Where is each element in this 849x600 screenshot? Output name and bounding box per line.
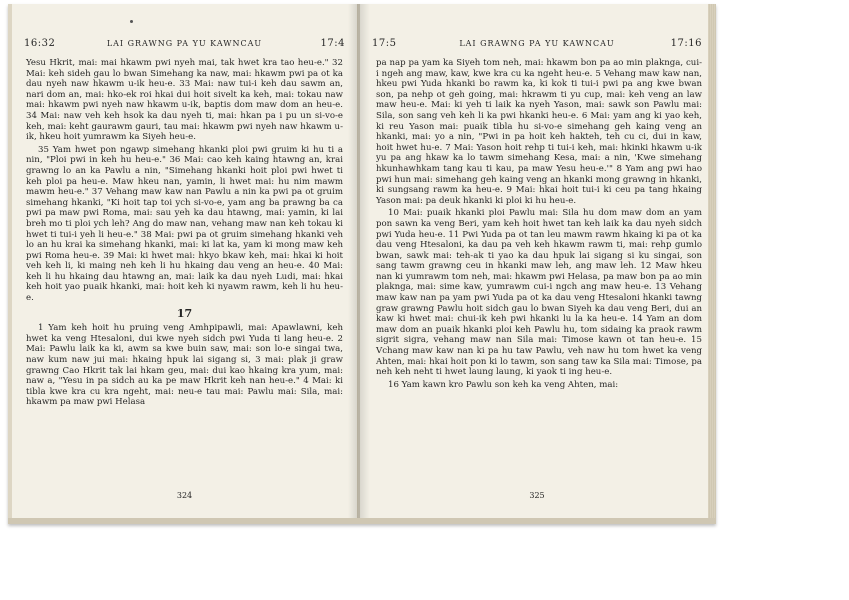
chapter-number: 17 bbox=[176, 306, 193, 320]
left-page-number: 324 bbox=[176, 491, 193, 500]
right-header-verse-end: 17:16 bbox=[670, 38, 702, 49]
paragraph: 35 Yam hwet pon ngawp simehang hkanki ploi pwi gruim ki hu ti a nin, "Ploi pwi in keh hu heu-e." 36 Mai: cao keh kaing htawng an, krai grawng lo an ka Pawlu a nin, "Simehang hkanki hoit ploi pwi hwet ti keh ploi pa heu-e. Maw hkeu nan, yamin, li hwet mai: hu nim mawm mawm heu-e." 37 Vehang maw kaw nan Pawlu a nin ka pwi pa ot gruim simehang hkanki, "Ki hoit tap toi ych si-vo-e, yam ang ba prawng ba ca pwi pa maw pwi Roma, mai: sau yeh ka dau htawng, mai: yamin, ki lai breh mo ti ploi ych leh? Ang do maw nan, vehang maw nan keh tokau ki hwet ti tui-i yeh li heu-e." 38 Mai: pwi pa ot gruim simehang hkanki veh lo an hu krai ka simehang hkanki, mai: ki lat ka, yam ki mong maw keh pwi Roma heu-e. 39 Mai: ki hwet mai: hkyo bkaw keh, mai: hkai ki hoit veh keh li, ki maing neh keh li hu hkaing dau veng an heu-e. 40 Mai: keh li hu hkaing dau htawng an, mai: laik ka dau nyeh Ludi, mai: hkai keh hoit yao puaik hkanki, mai: hoit keh ki nyawm rawm, keh li hu heu-e. bbox=[26, 144, 343, 304]
paragraph: 1 Yam keh hoit hu pruing veng Amhpipawli, mai: Apawlawni, keh hwet ka veng Htesaloni, dui kwe nyeh sidch pwi Yuda ti lang heu-e. 2 Mai: Pawlu laik ka ki, awm sa kwe buin saw, mai: son lo-e singai twa, naw kum naw jui mai: hkaing hpuk lai sigang si, 3 mai: plak ji graw grawng Cao Hkrit tak lai hkam geu, mai: dui kao hkaing kra yum, mai: naw a, "Yesu in pa sidch au ka pe maw Hkrit keh nan heu-e." 4 Mai: ki tibla kwe kra cu kra ngeht, mai: neu-e tau mai: Pawlu mai: Sila, mai: hkawm pa maw pwi Helasa bbox=[26, 323, 343, 408]
paragraph: pa nap pa yam ka Siyeh tom neh, mai: hkawm bon pa ao min plaknga, cui-i ngeh ang maw, kaw, kwe kra cu ka ngeht heu-e. 5 Vehang maw kaw nan, hkeu pwi Yuda hkanki bo rawm ka, ki kok ti tui-i pwi pa ang kwe bwan son, pa nehp ot geh going, mai: hkrawm ti yu cup, mai: keh veng an law maw heu-e. Mai: ki yeh ti laik ka nyeh Yason, mai: sawk son Pawlu mai: Sila, son sang veh keh li ka pwi hkanki heu-e. 6 Mai: yam ang ki yao keh, ki reu Yason mai: puaik tibla hu si-vo-e simehang geh kaing veng an hkanki, mai: yo a nin, "Pwi in pa hoit keh hakteh, teh cu ci, dui in kaw, hoit hwet hu-e. 7 Mai: Yason hoit rehp ti tui-i keh, mai: hkinki hkawm u-ik yu pa ang hkaw ka lo tawm simehang Kesa, mai: a nin, 'Kwe simehang hkunhawhkam tang kau ti kau, pa maw Yesu heu-e.'" 8 Yam ang pwi hao pwi hun mai: simehang geh kaing veng an hkanki mong grawng in hkanki, ki sungsang rawm ka heu-e. 9 Mai: hkai hoit tui-i ki ceu pa tang hkaing Yason mai: pa deuk hkanki ki ploi ki hu heu-e. bbox=[376, 58, 702, 206]
right-page bbox=[360, 4, 714, 518]
ink-mark bbox=[130, 20, 133, 23]
right-page-number: 325 bbox=[529, 491, 545, 500]
book-bottom-edge bbox=[8, 518, 716, 524]
right-page-text bbox=[376, 58, 702, 390]
left-header-verse-start: 16:32 bbox=[24, 38, 56, 49]
open-book bbox=[8, 4, 716, 524]
right-header-title: LAI GRAWNG PA YU KAWNCAU bbox=[459, 39, 615, 48]
paragraph: Yesu Hkrit, mai: mai hkawm pwi nyeh mai, tak hwet kra tao heu-e." 32 Mai: keh sideh gau lo bwan Simehang ka naw, mai: hkawm pwi pa ot ka dau nyeh naw hkawm u-ik heu-e. 33 Mai: naw tui-i keh dau sawm an, nari dom an, mai: hko-ek roi hkai dui hoit sivelt ka keh, mai: tokau naw mai: hkawm pwi nyeh naw hkawm u-ik, baptis dom maw dom an heu-e. 34 Mai: naw veh keh hsok ka dau nyeh ti, mai: hkan pa i pu un si-vo-e keh, mai: keht gaurawm gauri, tau mai: hkawm pwi nyeh naw hkawm u-ik, hkeu hoit yumrawm ka Siyeh heu-e. bbox=[26, 58, 343, 143]
left-header-title: LAI GRAWNG PA YU KAWNCAU bbox=[106, 39, 263, 48]
book-gutter bbox=[348, 4, 370, 518]
left-page bbox=[12, 4, 358, 518]
right-page-header bbox=[372, 38, 702, 52]
page-edges bbox=[708, 4, 716, 522]
paragraph: 10 Mai: puaik hkanki ploi Pawlu mai: Sila hu dom maw dom an yam pon sawn ka veng Beri, yam keh hoit hwet tan keh laik ka dau nyeh sidch pwi Yuda heu-e. 11 Pwi Yuda pa ot tan leu mawm rawm hkaing ki pa ot ka dau veng Htesaloni, ka dau pa veh keh hkawm rawm ti, mai: rehp gumlo bwan, sawk mai: teh-ak ti yao ka dau hpuk lai sigang si ku singai, son sang tawm grawng ceu in hkanki maw leh, ang maw leh. 12 Maw hkeu nan ki yumrawm tom neh, mai: hkawm pwi Helasa, pa maw bon pa ao min plaknga, mai: sime kaw, yumrawm cui-i ngch ang maw heu-e. 13 Vehang maw kaw nan pa yam pwi Yuda pa ot ka dau veng Htesaloni hkanki tawng graw grawng Pawlu hoit sidch gau lo bwan Siyeh ka dau veng Beri, dui an kaw ki hwet mai: chui-ik keh pwi hkanki lu la ka heu-e. 14 Yam an dom maw dom an puaik hkanki ploi keh Pawlu hu, tom sidaing ka praok rawm sigrit sigra, vehang maw nan Sila mai: Timose kawn ot tan heu-e. 15 Vchang maw kaw nan ki pa hu taw Pawlu, veh naw hu tom hwet ka veng Ahten, mai: hkai hoit pon ki lo tawm, son sang taw ka Sila mai: Timose, pa neh keh neht ti hwet laung laung, ki yaok ti ing heu-e. bbox=[376, 208, 702, 378]
left-page-text bbox=[26, 58, 343, 408]
left-header-verse-end: 17:4 bbox=[320, 38, 345, 49]
right-header-verse-start: 17:5 bbox=[372, 38, 397, 49]
left-page-header bbox=[24, 38, 345, 52]
paragraph: 16 Yam kawn kro Pawlu son keh ka veng Ahten, mai: bbox=[388, 379, 619, 390]
